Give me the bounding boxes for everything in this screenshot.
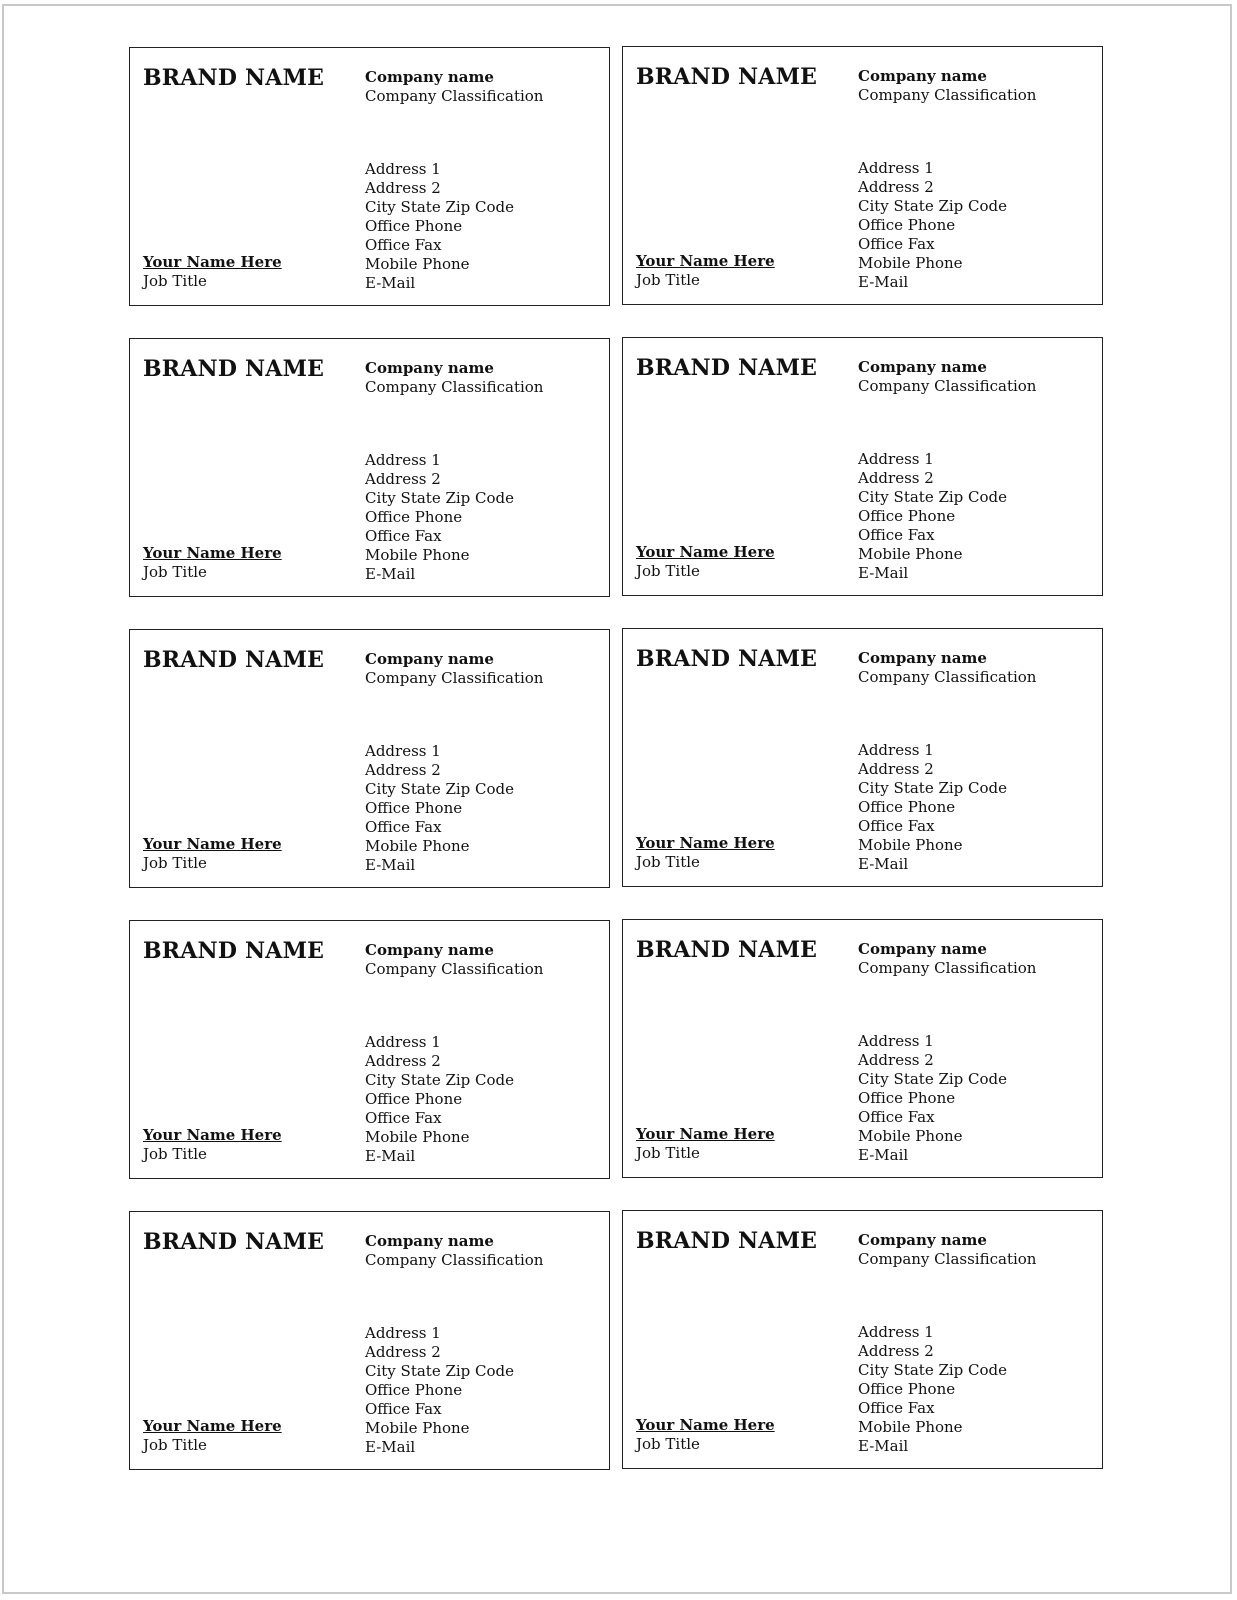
- brand-name: BRAND NAME: [636, 64, 818, 90]
- email: E-Mail: [365, 274, 416, 292]
- office-fax: Office Fax: [365, 1400, 442, 1418]
- email: E-Mail: [365, 1147, 416, 1165]
- address-line-1: Address 1: [365, 160, 441, 178]
- brand-name: BRAND NAME: [143, 1229, 325, 1255]
- email: E-Mail: [858, 564, 909, 582]
- office-phone: Office Phone: [365, 1090, 463, 1108]
- email: E-Mail: [365, 856, 416, 874]
- business-card: [622, 919, 1103, 1178]
- brand-name: BRAND NAME: [143, 647, 325, 673]
- company-classification: Company Classification: [365, 87, 544, 105]
- office-phone: Office Phone: [365, 508, 463, 526]
- company-block: [858, 1231, 1036, 1269]
- office-phone: Office Phone: [858, 1380, 956, 1398]
- city-state-zip: City State Zip Code: [858, 779, 1008, 797]
- job-title: Job Title: [636, 853, 700, 871]
- mobile-phone: Mobile Phone: [858, 545, 963, 563]
- company-name: Company name: [365, 650, 494, 668]
- company-name: Company name: [365, 941, 494, 959]
- email: E-Mail: [858, 273, 909, 291]
- office-fax: Office Fax: [365, 818, 442, 836]
- company-block: [858, 67, 1036, 105]
- office-phone: Office Phone: [858, 798, 956, 816]
- person-name: Your Name Here: [636, 252, 775, 270]
- company-name: Company name: [858, 1231, 987, 1249]
- job-title: Job Title: [636, 271, 700, 289]
- office-phone: Office Phone: [365, 217, 463, 235]
- business-card: [622, 1210, 1103, 1469]
- mobile-phone: Mobile Phone: [858, 254, 963, 272]
- contact-details: [365, 1033, 514, 1166]
- company-classification: Company Classification: [858, 377, 1037, 395]
- mobile-phone: Mobile Phone: [858, 1127, 963, 1145]
- company-block: [365, 68, 543, 106]
- brand-name: BRAND NAME: [636, 646, 818, 672]
- city-state-zip: City State Zip Code: [858, 197, 1008, 215]
- person-block: [143, 544, 282, 582]
- office-fax: Office Fax: [365, 236, 442, 254]
- company-name: Company name: [858, 358, 987, 376]
- brand-name: BRAND NAME: [636, 937, 818, 963]
- address-line-2: Address 2: [858, 469, 934, 487]
- person-name: Your Name Here: [143, 253, 282, 271]
- company-name: Company name: [858, 649, 987, 667]
- brand-name: BRAND NAME: [636, 1228, 818, 1254]
- address-line-1: Address 1: [365, 1324, 441, 1342]
- office-phone: Office Phone: [858, 507, 956, 525]
- business-card: [129, 629, 610, 888]
- city-state-zip: City State Zip Code: [365, 780, 515, 798]
- company-name: Company name: [858, 67, 987, 85]
- office-fax: Office Fax: [365, 1109, 442, 1127]
- company-classification: Company Classification: [365, 960, 544, 978]
- company-classification: Company Classification: [365, 1251, 544, 1269]
- mobile-phone: Mobile Phone: [365, 255, 470, 273]
- brand-name: BRAND NAME: [636, 355, 818, 381]
- person-block: [143, 1417, 282, 1455]
- email: E-Mail: [858, 1146, 909, 1164]
- company-name: Company name: [858, 940, 987, 958]
- contact-details: [365, 742, 514, 875]
- email: E-Mail: [858, 1437, 909, 1455]
- address-line-2: Address 2: [365, 179, 441, 197]
- company-block: [858, 940, 1036, 978]
- address-line-2: Address 2: [365, 1052, 441, 1070]
- address-line-1: Address 1: [858, 450, 934, 468]
- city-state-zip: City State Zip Code: [365, 489, 515, 507]
- person-block: [636, 1416, 775, 1454]
- city-state-zip: City State Zip Code: [858, 1070, 1008, 1088]
- office-phone: Office Phone: [365, 1381, 463, 1399]
- company-classification: Company Classification: [858, 86, 1037, 104]
- city-state-zip: City State Zip Code: [858, 1361, 1008, 1379]
- mobile-phone: Mobile Phone: [365, 546, 470, 564]
- city-state-zip: City State Zip Code: [365, 198, 515, 216]
- company-name: Company name: [365, 68, 494, 86]
- brand-name: BRAND NAME: [143, 938, 325, 964]
- person-block: [636, 1125, 775, 1163]
- document-page: [2, 4, 1232, 1594]
- email: E-Mail: [858, 855, 909, 873]
- city-state-zip: City State Zip Code: [365, 1362, 515, 1380]
- email: E-Mail: [365, 1438, 416, 1456]
- contact-details: [365, 1324, 514, 1457]
- office-fax: Office Fax: [858, 1108, 935, 1126]
- company-name: Company name: [365, 1232, 494, 1250]
- job-title: Job Title: [143, 1436, 207, 1454]
- mobile-phone: Mobile Phone: [365, 1419, 470, 1437]
- address-line-1: Address 1: [858, 741, 934, 759]
- person-block: [143, 835, 282, 873]
- job-title: Job Title: [143, 563, 207, 581]
- company-classification: Company Classification: [365, 669, 544, 687]
- mobile-phone: Mobile Phone: [365, 1128, 470, 1146]
- contact-details: [858, 741, 1007, 874]
- contact-details: [858, 159, 1007, 292]
- person-block: [636, 834, 775, 872]
- person-name: Your Name Here: [636, 1416, 775, 1434]
- business-card: [622, 337, 1103, 596]
- company-block: [858, 358, 1036, 396]
- person-name: Your Name Here: [636, 1125, 775, 1143]
- company-classification: Company Classification: [365, 378, 544, 396]
- business-card: [129, 338, 610, 597]
- person-block: [636, 252, 775, 290]
- person-name: Your Name Here: [636, 834, 775, 852]
- office-fax: Office Fax: [858, 235, 935, 253]
- job-title: Job Title: [636, 1435, 700, 1453]
- mobile-phone: Mobile Phone: [858, 836, 963, 854]
- address-line-1: Address 1: [365, 1033, 441, 1051]
- office-fax: Office Fax: [858, 526, 935, 544]
- office-phone: Office Phone: [365, 799, 463, 817]
- person-block: [636, 543, 775, 581]
- company-block: [365, 359, 543, 397]
- city-state-zip: City State Zip Code: [858, 488, 1008, 506]
- mobile-phone: Mobile Phone: [858, 1418, 963, 1436]
- address-line-2: Address 2: [858, 1051, 934, 1069]
- office-phone: Office Phone: [858, 1089, 956, 1107]
- company-classification: Company Classification: [858, 959, 1037, 977]
- address-line-1: Address 1: [858, 1032, 934, 1050]
- job-title: Job Title: [143, 854, 207, 872]
- mobile-phone: Mobile Phone: [365, 837, 470, 855]
- job-title: Job Title: [143, 1145, 207, 1163]
- person-name: Your Name Here: [636, 543, 775, 561]
- company-block: [365, 650, 543, 688]
- brand-name: BRAND NAME: [143, 356, 325, 382]
- address-line-2: Address 2: [858, 760, 934, 778]
- office-fax: Office Fax: [858, 817, 935, 835]
- company-classification: Company Classification: [858, 668, 1037, 686]
- job-title: Job Title: [143, 272, 207, 290]
- city-state-zip: City State Zip Code: [365, 1071, 515, 1089]
- contact-details: [858, 450, 1007, 583]
- address-line-2: Address 2: [858, 178, 934, 196]
- company-block: [858, 649, 1036, 687]
- office-fax: Office Fax: [858, 1399, 935, 1417]
- address-line-1: Address 1: [365, 451, 441, 469]
- person-name: Your Name Here: [143, 544, 282, 562]
- office-fax: Office Fax: [365, 527, 442, 545]
- company-name: Company name: [365, 359, 494, 377]
- company-classification: Company Classification: [858, 1250, 1037, 1268]
- job-title: Job Title: [636, 562, 700, 580]
- address-line-2: Address 2: [365, 1343, 441, 1361]
- contact-details: [365, 451, 514, 584]
- person-block: [143, 1126, 282, 1164]
- brand-name: BRAND NAME: [143, 65, 325, 91]
- job-title: Job Title: [636, 1144, 700, 1162]
- business-card: [129, 920, 610, 1179]
- address-line-2: Address 2: [365, 761, 441, 779]
- office-phone: Office Phone: [858, 216, 956, 234]
- business-card: [622, 46, 1103, 305]
- company-block: [365, 941, 543, 979]
- contact-details: [858, 1032, 1007, 1165]
- address-line-1: Address 1: [858, 159, 934, 177]
- person-name: Your Name Here: [143, 835, 282, 853]
- business-card: [622, 628, 1103, 887]
- person-name: Your Name Here: [143, 1126, 282, 1144]
- email: E-Mail: [365, 565, 416, 583]
- address-line-2: Address 2: [365, 470, 441, 488]
- business-card: [129, 47, 610, 306]
- address-line-1: Address 1: [365, 742, 441, 760]
- company-block: [365, 1232, 543, 1270]
- address-line-2: Address 2: [858, 1342, 934, 1360]
- contact-details: [365, 160, 514, 293]
- address-line-1: Address 1: [858, 1323, 934, 1341]
- person-name: Your Name Here: [143, 1417, 282, 1435]
- contact-details: [858, 1323, 1007, 1456]
- business-card: [129, 1211, 610, 1470]
- person-block: [143, 253, 282, 291]
